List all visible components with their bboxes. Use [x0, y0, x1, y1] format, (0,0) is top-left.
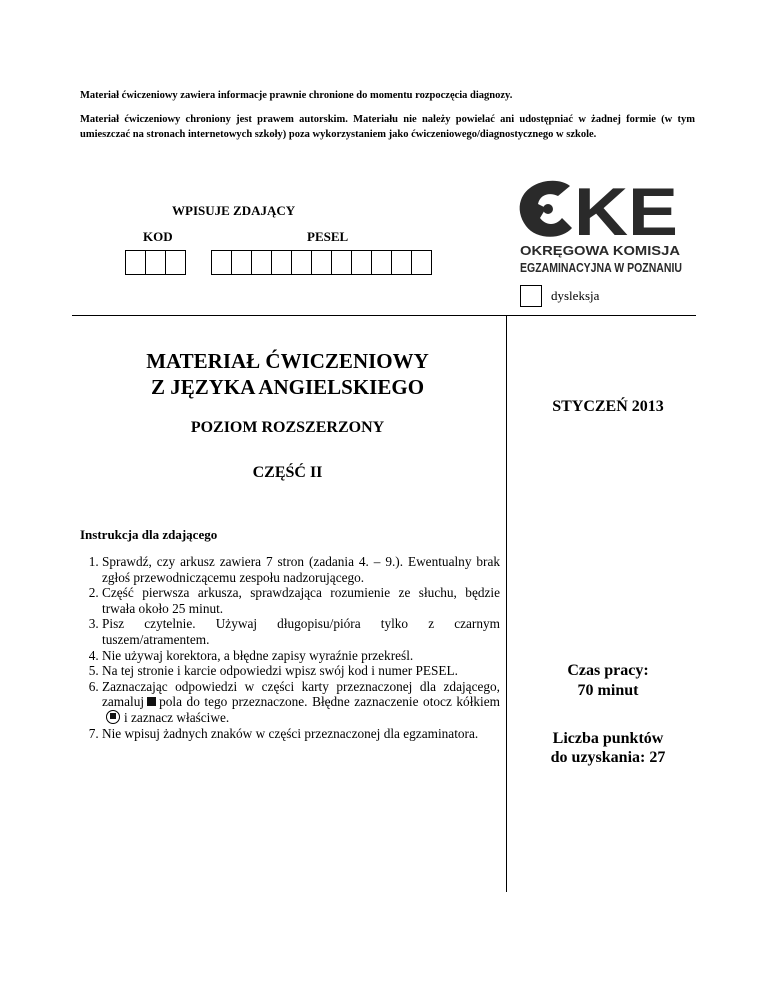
points-label: Liczba punktów [552, 730, 664, 747]
instruction-item: 3. Pisz czytelnie. Używaj długopisu/pióra tylko z czarnym tuszem/atramentem. [102, 616, 500, 647]
instruction-item [102, 679, 500, 726]
copyright-notice-1: Materiał ćwiczeniowy zawiera informacje prawnie chronione do momentu rozpoczęcia diagnozy. [80, 90, 513, 101]
copyright-notice-2: Materiał ćwiczeniowy chroniony jest prawem autorskim. Materiału nie należy powielać ani udostępniać w żadnej formie (w tym umieszczać na stronach internetowych szkoły) poza wykorzystaniem jako ćwiczeniowego/diagnostycznego w szkole. [80, 114, 695, 140]
pesel-digit-box[interactable] [311, 250, 332, 275]
instruction-6-part-b: pola do tego przeznaczone. Błędne zaznaczenie otocz kółkiem [159, 694, 500, 710]
pesel-digit-box[interactable] [351, 250, 372, 275]
instructions-list [80, 554, 500, 741]
pesel-input-boxes[interactable] [211, 250, 432, 275]
instruction-item: 7. Nie wpisuj żadnych znaków w części przeznaczonej dla egzaminatora. [102, 726, 500, 742]
candidate-heading: WPISUJE ZDAJĄCY [172, 203, 296, 218]
instruction-6-part-a: Zaznaczając odpowiedzi w części karty przeznaczonej dla zdającego, zamaluj [102, 678, 500, 710]
kod-label: KOD [143, 229, 173, 244]
circled-square-icon [106, 710, 120, 724]
title-line2: Z JĘZYKA ANGIELSKIEGO [150, 375, 425, 399]
instruction-item: 2. Część pierwsza arkusza, sprawdzająca rozumienie ze słuchu, będzie trwała około 25 minut. [102, 585, 500, 616]
points-value: do uzyskania: 27 [550, 749, 666, 766]
pesel-label: PESEL [307, 229, 349, 244]
pesel-digit-box[interactable] [211, 250, 232, 275]
filled-square-icon [147, 697, 156, 706]
kod-digit-box[interactable] [145, 250, 166, 275]
instruction-item: 4. Nie używaj korektora, a błędne zapisy wyraźnie przekreśl. [102, 648, 500, 664]
pesel-digit-box[interactable] [231, 250, 252, 275]
pesel-digit-box[interactable] [291, 250, 312, 275]
kod-digit-box[interactable] [165, 250, 186, 275]
pesel-digit-box[interactable] [371, 250, 392, 275]
dyslexia-label: dysleksja [551, 288, 600, 303]
oke-logo [518, 174, 683, 278]
exam-part: CZĘŚĆ II [252, 464, 323, 481]
time-label: Czas pracy: [567, 662, 649, 679]
title-line1: MATERIAŁ ĆWICZENIOWY [146, 349, 429, 373]
kod-input-boxes[interactable] [125, 250, 186, 275]
logo-line2: EGZAMINACYJNA W POZNANIU [520, 260, 682, 275]
exam-level: POZIOM ROZSZERZONY [190, 419, 385, 436]
exam-month: STYCZEŃ 2013 [552, 398, 664, 415]
instruction-item: 5. Na tej stronie i karcie odpowiedzi wpisz swój kod i numer PESEL. [102, 663, 500, 679]
dyslexia-checkbox[interactable] [520, 285, 542, 307]
logo-line1: OKRĘGOWA KOMISJA [520, 243, 681, 258]
horizontal-divider [72, 315, 696, 316]
instructions-heading: Instrukcja dla zdającego [80, 527, 218, 542]
time-value: 70 minut [577, 682, 639, 699]
instruction-item: 1. Sprawdź, czy arkusz zawiera 7 stron (zadania 4. – 9.). Ewentualny brak zgłoś przewodniczącemu zespołu nadzorującego. [102, 554, 500, 585]
pesel-digit-box[interactable] [251, 250, 272, 275]
pesel-digit-box[interactable] [271, 250, 292, 275]
pesel-digit-box[interactable] [411, 250, 432, 275]
pesel-digit-box[interactable] [331, 250, 352, 275]
vertical-divider [506, 316, 507, 892]
pesel-digit-box[interactable] [391, 250, 412, 275]
logo-letters: KE [574, 174, 678, 250]
instruction-6-part-c: i zaznacz właściwe. [124, 709, 230, 725]
kod-digit-box[interactable] [125, 250, 146, 275]
